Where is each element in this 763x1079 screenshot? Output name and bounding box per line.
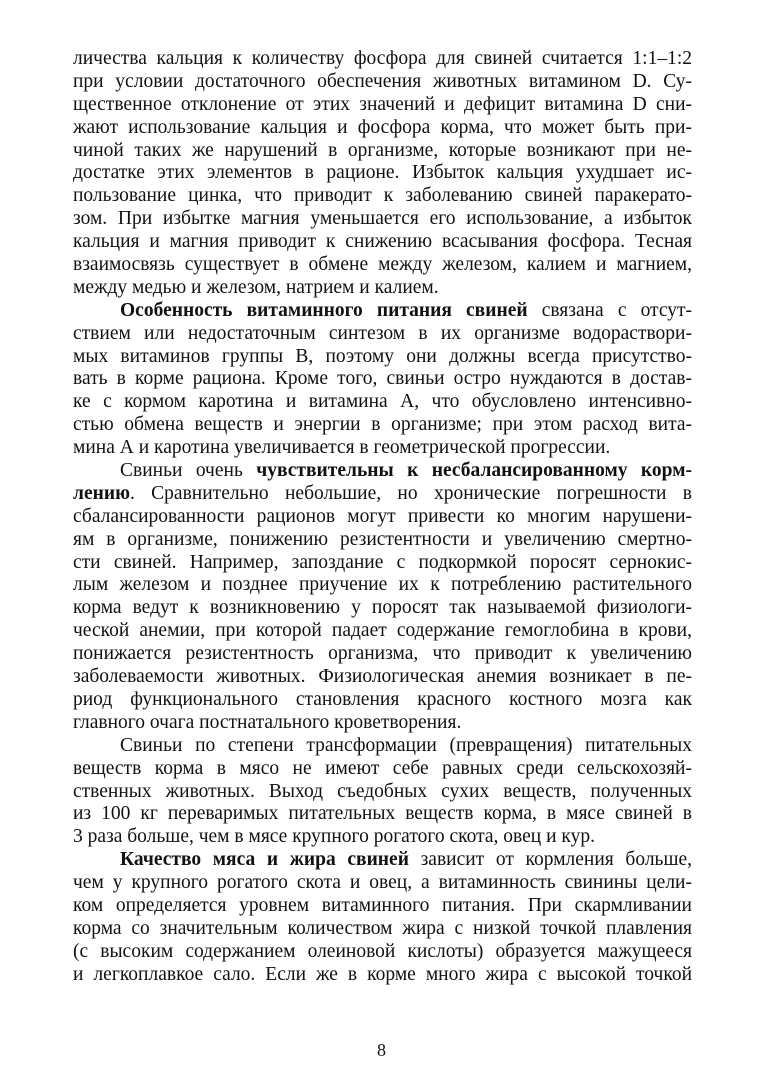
text-line: [73, 346, 692, 369]
text-line: [73, 735, 692, 758]
bold-text: чувствительны к несбалансированному корм-: [256, 460, 692, 482]
text-line: [73, 758, 692, 781]
text-segment: . Сравнительно небольшие, но хронические погрешности в: [129, 482, 692, 504]
text-line: [73, 300, 692, 323]
paragraph: [73, 300, 692, 460]
bold-text: Особенность витаминного питания свиней: [120, 299, 528, 321]
text-line: [73, 208, 692, 231]
text-segment: лым железом и позднее приучение их к потреблению растительного: [73, 574, 692, 596]
text-line: [73, 460, 692, 483]
text-segment: понижается резистентность организма, что приводит к увеличению: [73, 643, 692, 665]
text-segment: ям в организме, понижению резистентности и увеличению смертно-: [73, 528, 692, 550]
text-segment: зависит от кормления больше,: [408, 849, 692, 871]
text-line: [73, 506, 692, 529]
paragraph: [73, 48, 692, 300]
text-segment: сбалансированности рационов могут привести ко многим нарушени-: [73, 505, 692, 527]
text-line: [73, 277, 692, 300]
text-line: [73, 529, 692, 552]
text-segment: Свиньи по степени трансформации (превращения) питательных: [120, 734, 692, 756]
paragraph: [73, 735, 692, 849]
text-line: [73, 826, 692, 849]
text-line: [73, 140, 692, 163]
text-line: [73, 71, 692, 94]
text-line: [73, 368, 692, 391]
text-segment: личества кальция к количеству фосфора для свиней считается 1:1–1:2: [73, 48, 692, 69]
text-line: [73, 231, 692, 254]
text-line: [73, 574, 692, 597]
text-line: [73, 185, 692, 208]
text-line: [73, 964, 692, 987]
body-text: [73, 48, 692, 987]
text-segment: зом. При избытке магния уменьшается его использование, а избыток: [73, 208, 692, 230]
text-segment: пользование цинка, что приводит к заболеванию свиней паракерато-: [73, 185, 692, 207]
text-line: [73, 918, 692, 941]
text-line: [73, 323, 692, 346]
text-line: [73, 437, 692, 460]
text-segment: риод функционального становления красного костного мозга как: [73, 688, 692, 710]
text-line: [73, 483, 692, 506]
text-line: [73, 391, 692, 414]
text-segment: ческой анемии, при которой падает содержание гемоглобина в крови,: [73, 620, 692, 642]
text-segment: главного очага постнатального кроветворения.: [73, 711, 462, 733]
text-line: [73, 941, 692, 964]
text-segment: чиной таких же нарушений в организме, которые возникают при не-: [73, 139, 692, 161]
text-line: [73, 872, 692, 895]
text-line: [73, 552, 692, 575]
text-segment: корма со значительным количеством жира с низкой точкой плавления: [73, 917, 692, 939]
text-line: [73, 162, 692, 185]
text-segment: мых витаминов группы В, поэтому они должны всегда присутство-: [73, 345, 692, 367]
text-segment: жают использование кальция и фосфора корма, что может быть при-: [73, 116, 692, 138]
text-segment: щественное отклонение от этих значений и дефицит витамина D сни-: [73, 93, 692, 115]
text-segment: взаимосвязь существует в обмене между железом, калием и магнием,: [73, 254, 692, 276]
text-line: [73, 643, 692, 666]
text-line: [73, 94, 692, 117]
text-line: [73, 781, 692, 804]
text-line: [73, 117, 692, 140]
text-segment: ствием или недостаточным синтезом в их организме водораствори-: [73, 322, 692, 344]
text-segment: кальция и магния приводит к снижению всасывания фосфора. Тесная: [73, 231, 692, 253]
text-line: [73, 895, 692, 918]
paragraph: [73, 460, 692, 735]
text-segment: вать в корме рациона. Кроме того, свиньи остро нуждаются в достав-: [73, 368, 692, 390]
text-segment: Свиньи очень: [120, 460, 257, 482]
text-segment: 3 раза больше, чем в мясе крупного рогатого скота, овец и кур.: [73, 826, 595, 848]
text-segment: веществ корма в мясо не имеют себе равных среди сельскохозяй-: [73, 757, 692, 779]
bold-text: лению: [73, 482, 130, 504]
text-line: [73, 689, 692, 712]
text-line: [73, 254, 692, 277]
text-line: [73, 803, 692, 826]
text-line: [73, 666, 692, 689]
text-segment: сти свиней. Например, запоздание с подкормкой поросят сернокис-: [73, 551, 692, 573]
text-segment: ком определяется уровнем витаминного питания. При скармливании: [73, 894, 692, 916]
text-segment: из 100 кг переваримых питательных веществ корма, в мясе свиней в: [73, 803, 692, 825]
text-line: [73, 712, 692, 735]
text-segment: ке с кормом каротина и витамина А, что обусловлено интенсивно-: [73, 391, 692, 413]
text-line: [73, 48, 692, 71]
text-segment: чем у крупного рогатого скота и овец, а витаминность свинины цели-: [73, 872, 692, 894]
text-line: [73, 849, 692, 872]
text-line: [73, 620, 692, 643]
text-segment: достатке этих элементов в рационе. Избыток кальция ухудшает ис-: [73, 162, 692, 184]
paragraph: [73, 849, 692, 986]
text-segment: мина А и каротина увеличивается в геометрической прогрессии.: [73, 437, 611, 459]
text-line: [73, 597, 692, 620]
bold-text: Качество мяса и жира свиней: [120, 849, 409, 871]
text-segment: заболеваемости животных. Физиологическая анемия возникает в пе-: [73, 666, 692, 688]
text-segment: (с высоким содержанием олеиновой кислоты) образуется мажущееся: [73, 940, 692, 962]
text-segment: между медью и железом, натрием и калием.: [73, 276, 439, 298]
text-segment: стью обмена веществ и энергии в организме; при этом расход вита-: [73, 414, 692, 436]
text-segment: при условии достаточного обеспечения животных витамином D. Су-: [73, 70, 692, 92]
text-segment: и легкоплавкое сало. Если же в корме много жира с высокой точкой: [73, 963, 692, 985]
page-number: 8: [377, 1040, 386, 1060]
text-line: [73, 414, 692, 437]
text-segment: корма ведут к возникновению у поросят так называемой физиологи-: [73, 597, 692, 619]
text-segment: связана с отсут-: [527, 299, 692, 321]
text-segment: ственных животных. Выход съедобных сухих веществ, полученных: [73, 780, 692, 802]
